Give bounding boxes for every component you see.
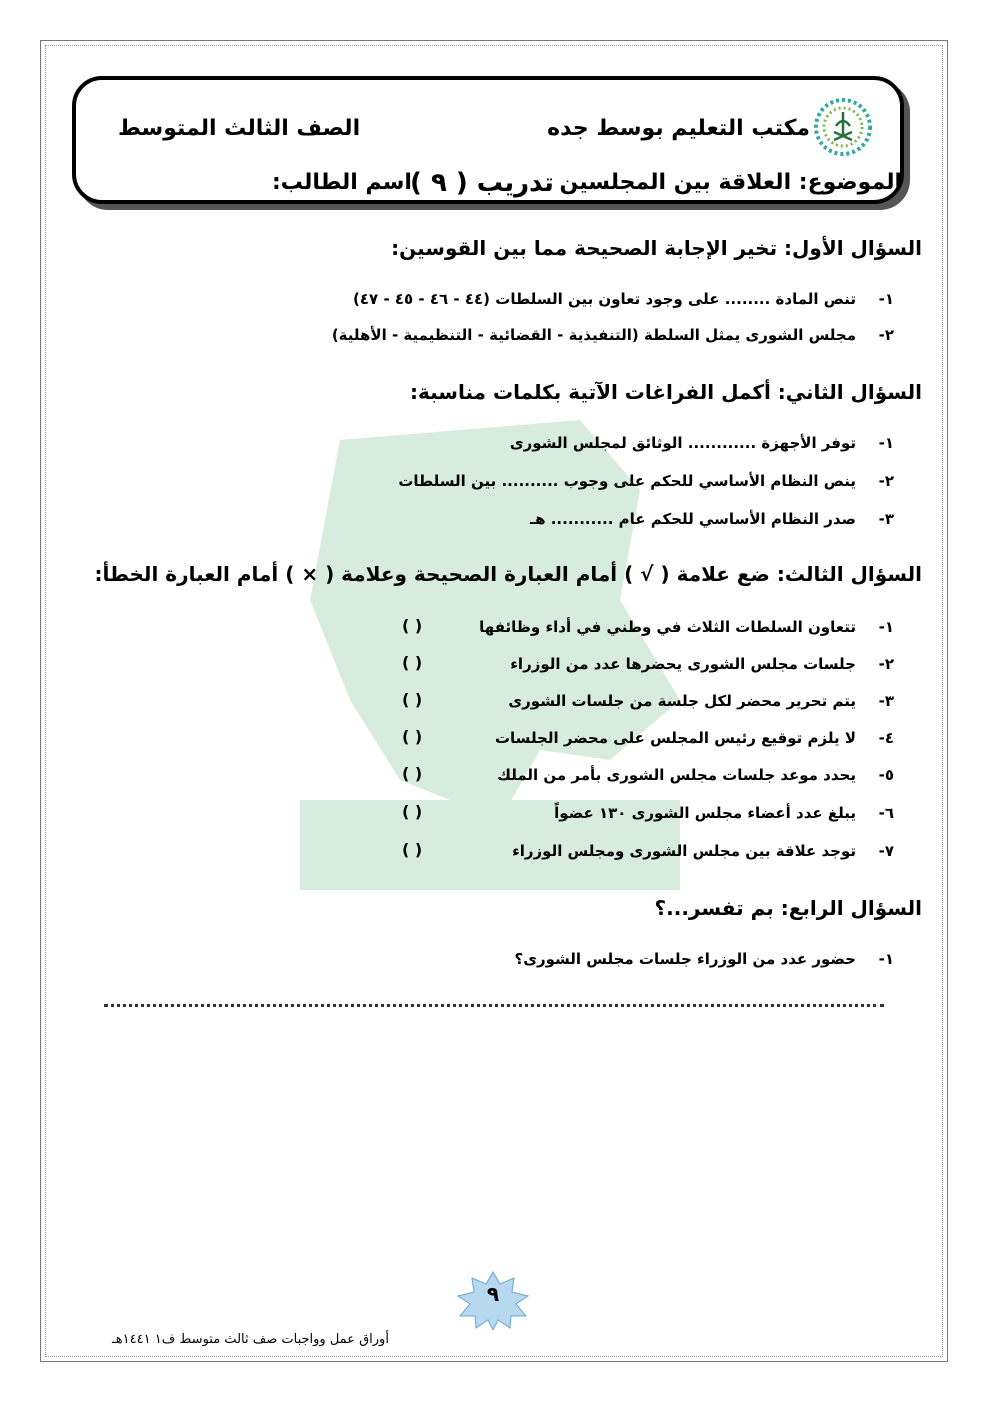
ministry-logo-icon	[812, 96, 874, 158]
q3-answer-box-1[interactable]: ( )	[402, 616, 423, 635]
office-name: مكتب التعليم بوسط جده	[547, 116, 810, 141]
q3-answer-box-5[interactable]: ( )	[402, 764, 423, 783]
q3-item-7: ٧-توجد علاقة بين مجلس الشورى ومجلس الوزراء	[512, 842, 894, 860]
q3-answer-box-4[interactable]: ( )	[402, 727, 423, 746]
q3-answer-box-6[interactable]: ( )	[402, 802, 423, 821]
q3-item-4: ٤-لا يلزم توقيع رئيس المجلس على محضر الجلسات	[494, 729, 894, 747]
question-4-title: السؤال الرابع: بم تفسر...؟	[654, 896, 922, 920]
answer-dotted-line[interactable]	[104, 1004, 884, 1007]
question-2-title: السؤال الثاني: أكمل الفراغات الآتية بكلمات مناسبة:	[410, 380, 922, 404]
student-name-field[interactable]: اسم الطالب:	[272, 170, 412, 195]
q2-item-2: ٢-ينص النظام الأساسي للحكم على وجوب .......... بين السلطات	[398, 472, 894, 490]
page-number: ٩	[486, 1282, 500, 1306]
topic-label: الموضوع: العلاقة بين المجلسين	[559, 170, 902, 195]
q3-item-5: ٥-يحدد موعد جلسات مجلس الشورى بأمر من الملك	[497, 766, 894, 784]
footer-text: أوراق عمل وواجبات صف ثالث متوسط ف١ ١٤٤١هـ	[112, 1332, 389, 1347]
q1-item-1: ١-تنص المادة ........ على وجود تعاون بين السلطات (٤٤ - ٤٦ - ٤٥ - ٤٧)	[353, 290, 894, 308]
question-3-title: السؤال الثالث: ضع علامة ( √ ) أمام العبارة الصحيحة وعلامة ( × ) أمام العبارة الخطأ:	[94, 562, 922, 586]
q4-item-1: ١-حضور عدد من الوزراء جلسات مجلس الشورى؟	[514, 950, 894, 968]
q1-item-2: ٢-مجلس الشورى يمثل السلطة (التنفيذية - القضائية - التنظيمية - الأهلية)	[331, 326, 894, 344]
q3-item-1: ١-تتعاون السلطات الثلاث في وطني في أداء وظائفها	[479, 618, 894, 636]
question-1-title: السؤال الأول: تخير الإجابة الصحيحة مما بين القوسين:	[391, 236, 922, 260]
q2-item-1: ١-توفر الأجهزة ............ الوثائق لمجلس الشورى	[509, 434, 894, 452]
q2-item-3: ٣-صدر النظام الأساسي للحكم عام ........... هـ	[529, 510, 894, 528]
q3-answer-box-3[interactable]: ( )	[402, 690, 423, 709]
grade-label: الصف الثالث المتوسط	[118, 116, 361, 141]
q3-item-3: ٣-يتم تحرير محضر لكل جلسة من جلسات الشورى	[508, 692, 894, 710]
q3-answer-box-7[interactable]: ( )	[402, 840, 423, 859]
q3-answer-box-2[interactable]: ( )	[402, 653, 423, 672]
training-label: تدريب ( ٩ )	[410, 168, 554, 198]
q3-item-2: ٢-جلسات مجلس الشورى يحضرها عدد من الوزراء	[510, 655, 894, 673]
q3-item-6: ٦-يبلغ عدد أعضاء مجلس الشورى ١٣٠ عضواً	[554, 804, 894, 822]
